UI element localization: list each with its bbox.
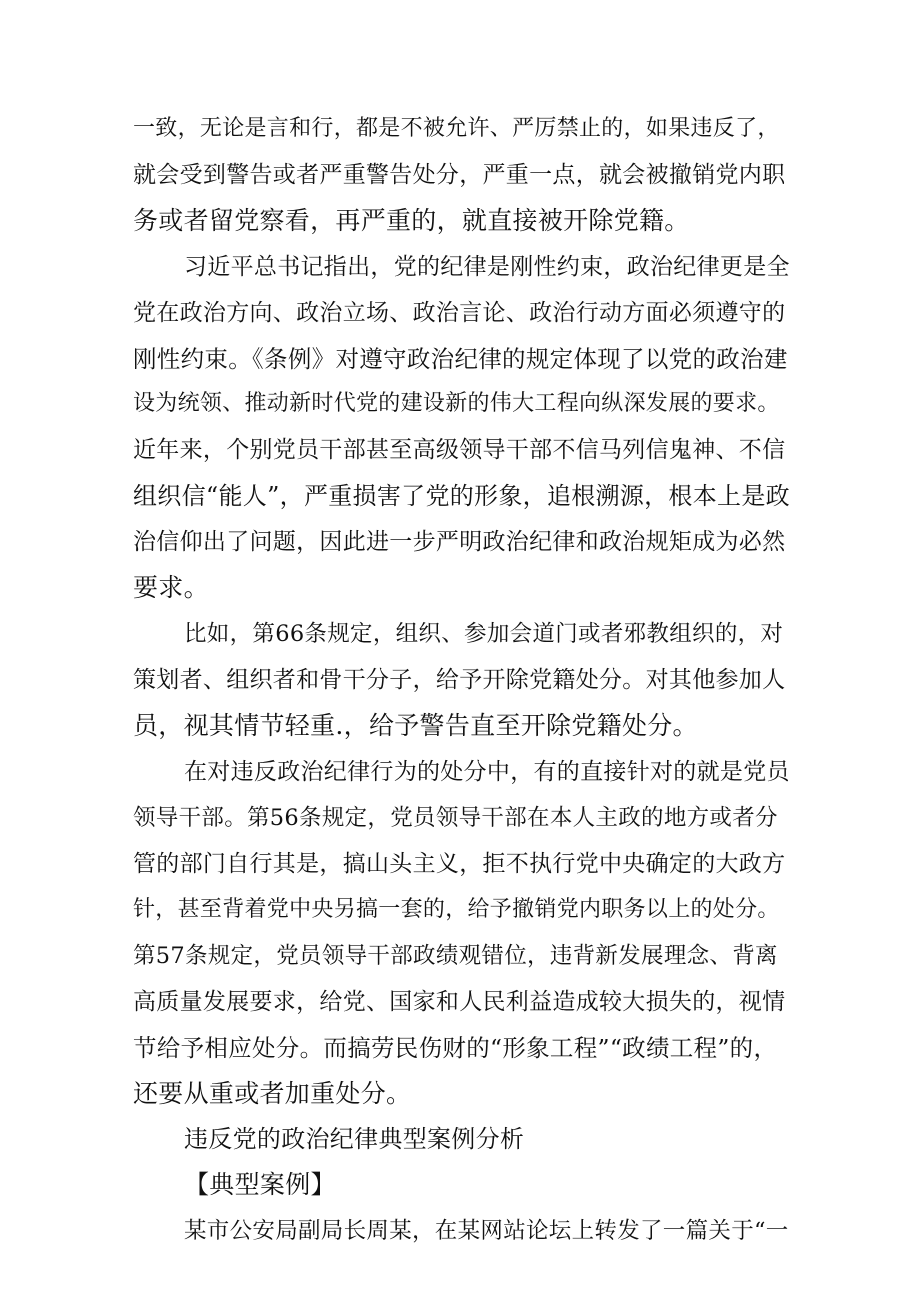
paragraph-line: 节给予相应处分。而搞劳民伤财的“形象工程”“政绩工程”的， bbox=[133, 1034, 778, 1062]
paragraph-line: 某市公安局副局长周某，在某网站论坛上转发了一篇关于“一 bbox=[184, 1218, 789, 1244]
paragraph-line: 设为统领、推动新时代党的建设新的伟大工程向纵深发展的要求。 bbox=[133, 391, 780, 416]
paragraph-line: 要求。 bbox=[133, 573, 209, 602]
paragraph-line: 策划者、组织者和骨干分子，给予开除党籍处分。对其他参加人 bbox=[133, 667, 786, 693]
paragraph-line: 管的部门自行其是，搞山头主义，拒不执行党中央确定的大政方 bbox=[133, 851, 786, 877]
paragraph-line: 第57条规定，党员领导干部政绩观错位，违背新发展理念、背离 bbox=[133, 943, 778, 969]
paragraph-line: 员，视其情节轻重.，给予警告直至开除党籍处分。 bbox=[133, 711, 698, 740]
paragraph-line: 就会受到警告或者严重警告处分，严重一点，就会被撤销党内职 bbox=[133, 162, 786, 188]
section-heading: 违反党的政治纪律典型案例分析 bbox=[184, 1125, 525, 1153]
paragraph-line: 在对违反政治纪律行为的处分中，有的直接针对的就是党员 bbox=[184, 759, 790, 785]
paragraph-line: 比如，第66条规定，组织、参加会道门或者邪教组织的，对 bbox=[184, 621, 784, 647]
paragraph-line: 一致，无论是言和行，都是不被允许、严厉禁止的，如果违反了， bbox=[133, 116, 780, 141]
paragraph-line: 治信仰出了问题，因此进一步严明政治纪律和政治规矩成为必然 bbox=[133, 529, 786, 555]
paragraph-line: 刚性约束。《条例》对遵守政治纪律的规定体现了以党的政治建 bbox=[133, 345, 788, 373]
paragraph-line: 领导干部。第56条规定，党员领导干部在本人主政的地方或者分 bbox=[133, 805, 778, 831]
paragraph-line: 针，甚至背着党中央另搞一套的，给予撤销党内职务以上的处分。 bbox=[133, 897, 780, 922]
paragraph-line: 务或者留党察看，再严重的，就直接被开除党籍。 bbox=[133, 206, 690, 235]
paragraph-line: 组织信“能人”，严重损害了党的形象，追根溯源，根本上是政 bbox=[133, 482, 790, 510]
paragraph-line: 近年来，个别党员干部甚至高级领导干部不信马列信鬼神、不信 bbox=[133, 437, 786, 463]
paragraph-line: 高质量发展要求，给党、国家和人民利益造成较大损失的，视情 bbox=[133, 989, 786, 1015]
paragraph-line: 党在政治方向、政治立场、政治言论、政治行动方面必须遵守的 bbox=[133, 300, 786, 326]
paragraph-line: 还要从重或者加重处分。 bbox=[133, 1079, 412, 1108]
paragraph-line: 习近平总书记指出，党的纪律是刚性约束，政治纪律更是全 bbox=[184, 254, 790, 280]
case-label: 【典型案例】 bbox=[184, 1170, 336, 1199]
